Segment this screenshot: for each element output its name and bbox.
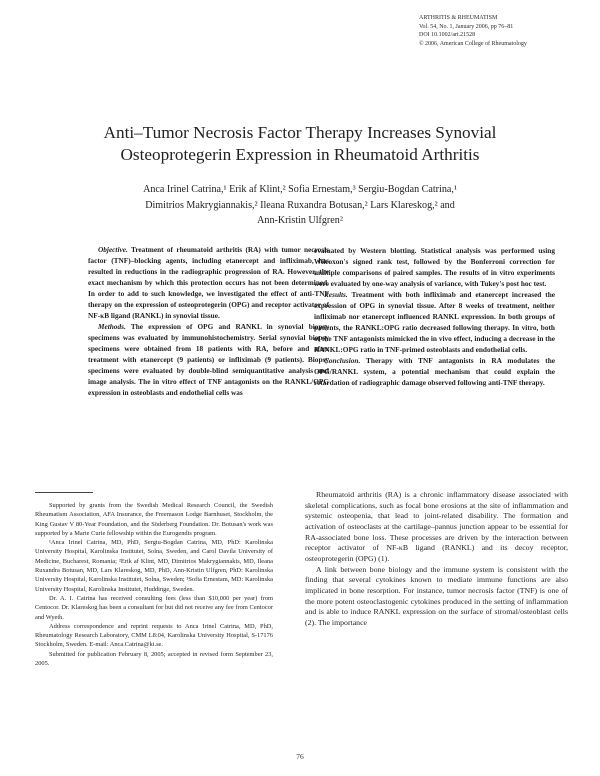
- footnote-affiliations: ¹Anca Irinel Catrina, MD, PhD, Sergiu-Bogdan Catrina, MD, PhD: Karolinska University Hospital, Karolinska Institutet, Solna, Sweden, and Carol Davila University of Medicine, Bucharest, Romania; ²Erik af Klint, MD, Dimitrios Makrygiannakis, MD, Ileana Ruxandra Botusan, MD, Lars Klareskog, MD, PhD, Ann-Kristin Ulfgren, PhD: Karolinska University Hospital, Karolinska Institutet, Solna, Sweden; ³Sofia Ernestam, MD: Karolinska University Hospital, Karolinska Institutet, Huddinge, Sweden.: [35, 539, 273, 593]
- volume-info: Vol. 54, No. 1, January 2006, pp 76–81: [419, 23, 514, 30]
- abstract-right-column: [314, 245, 555, 388]
- abstract-methods: [88, 321, 329, 398]
- objective-text: Treatment of rheumatoid arthritis (RA) with tumor necrosis factor (TNF)–blocking agents, including etanercept and infliximab, has resulted in reductions in the radiographic progression of RA. However, the exact mechanism by which this protection occurs has not been determined. In order to add to such knowledge, we investigated the effect of anti-TNF therapy on the expression of osteoprotegerin (OPG) and receptor activator of NF-κB ligand (RANKL) in synovial tissue.: [88, 245, 329, 320]
- footnote-disclosure: Dr. A. I. Catrina has received consulting fees (less than $10,000 per year) from Centocor. Dr. Klareskog has been a consultant for but did not receive any fee from Centocor and Wyeth.: [35, 594, 273, 621]
- abstract-conclusion: [314, 355, 555, 388]
- footnotes: [35, 492, 273, 668]
- article-title: [40, 122, 560, 165]
- footnote-submission: Submitted for publication February 8, 2005; accepted in revised form September 23, 2005.: [35, 650, 273, 668]
- page-number: 76: [296, 752, 304, 761]
- footnote-rule: [35, 492, 93, 493]
- results-text: Treatment with both infliximab and etanercept increased the expression of OPG in synovial tissue. After 8 weeks of treatment, neither infliximab nor etanercept influenced RANKL expression. In both groups of patients, the RANKL:OPG ratio decreased following therapy. In vitro, both of the TNF antagonists mimicked the in vivo effect, inducing a decrease in the RANKL:OPG ratio in TNF-primed osteoblasts and endothelial cells.: [314, 290, 555, 354]
- results-label: Results.: [324, 290, 348, 299]
- title-line-2: Osteoprotegerin Expression in Rheumatoid Arthritis: [120, 144, 480, 164]
- methods-text: The expression of OPG and RANKL in synovial biopsy specimens was evaluated by immunohistochemistry. Serial synovial biopsy specimens were obtained from 18 patients with RA, before and after treatment with etanercept (9 patients) or infliximab (9 patients). Biopsy specimens were evaluated by double-blind semiquantitative analysis and image analysis. The in vitro effect of TNF antagonists on the RANKL/OPG expression in osteoblasts and endothelial cells was: [88, 322, 329, 397]
- conclusion-label: Conclusion.: [324, 356, 361, 365]
- footnote-funding: Supported by grants from the Swedish Medical Research Council, the Swedish Rheumatism Association, AFA Insurance, the Freemason Lodge Barnhuset, Stockholm, the King Gustav V 80-Year Foundation, and the Söderberg Foundation. Dr. Botusan's work was supported by a Marie Curie fellowship within the Eurogendis program.: [35, 502, 273, 537]
- doi: DOI 10.1002/art.21528: [419, 32, 476, 39]
- authors-line-2: Dimitrios Makrygiannakis,² Ileana Ruxandra Botusan,² Lars Klareskog,² and: [145, 199, 455, 211]
- body-text-column: [305, 490, 568, 629]
- journal-header: [419, 14, 589, 48]
- authors-line-3: Ann-Kristin Ulfgren²: [257, 215, 343, 227]
- journal-name: ARTHRITIS & RHEUMATISM: [419, 15, 498, 21]
- title-line-1: Anti–Tumor Necrosis Factor Therapy Increases Synovial: [103, 123, 497, 142]
- copyright: © 2006, American College of Rheumatology: [419, 40, 527, 47]
- author-list: [60, 182, 540, 229]
- abstract-left-column: [88, 244, 329, 398]
- abstract-objective: [88, 244, 329, 321]
- methods-continued: evaluated by Western blotting. Statistical analysis was performed using Wilcoxon's signed rank test, followed by the Bonferroni correction for multiple comparisons of paired samples. The results of in vitro experiments were evaluated by one-way analysis of variance, with Tukey's post hoc test.: [314, 246, 555, 288]
- body-paragraph: A link between bone biology and the immune system is consistent with the finding that several cytokines known to mediate immune functions are also implicated in bone resorption. For instance, tumor necrosis factor (TNF) is one of the more potent osteoclastogenic cytokines produced in the setting of inflammation and is able to induce RANKL expression on the surface of stromal/osteoblast cells (2). The importance: [305, 564, 568, 627]
- objective-label: Objective.: [98, 245, 128, 254]
- methods-label: Methods.: [98, 322, 126, 331]
- abstract-results: [314, 289, 555, 355]
- conclusion-text: Therapy with TNF antagonists in RA modulates the OPG/RANKL system, a potential mechanism that could explain the retardation of radiographic damage observed following anti-TNF therapy.: [314, 356, 555, 387]
- body-paragraph: Rheumatoid arthritis (RA) is a chronic inflammatory disease associated with skeletal complications, such as focal bone erosions at the site of inflammation and systemic osteopenia, that lead to joint-related disability. The formation and activation of osteoclasts at the cartilage–pannus junction appear to be essential for RA-associated bone loss. These processes are driven by the interaction between receptor activator of NF-κB ligand (RANKL) and its decoy receptor, osteoprotegerin (OPG) (1).: [305, 490, 568, 563]
- authors-line-1: Anca Irinel Catrina,¹ Erik af Klint,² Sofia Ernestam,³ Sergiu-Bogdan Catrina,¹: [143, 184, 457, 195]
- footnote-correspondence: Address correspondence and reprint requests to Anca Irinel Catrina, MD, PhD, Rheumatology Research Laboratory, CMM L8:04, Karolinska University Hospital, S-17176 Stockholm, Sweden. E-mail: Anca.Catrina@ki.se.: [35, 622, 273, 649]
